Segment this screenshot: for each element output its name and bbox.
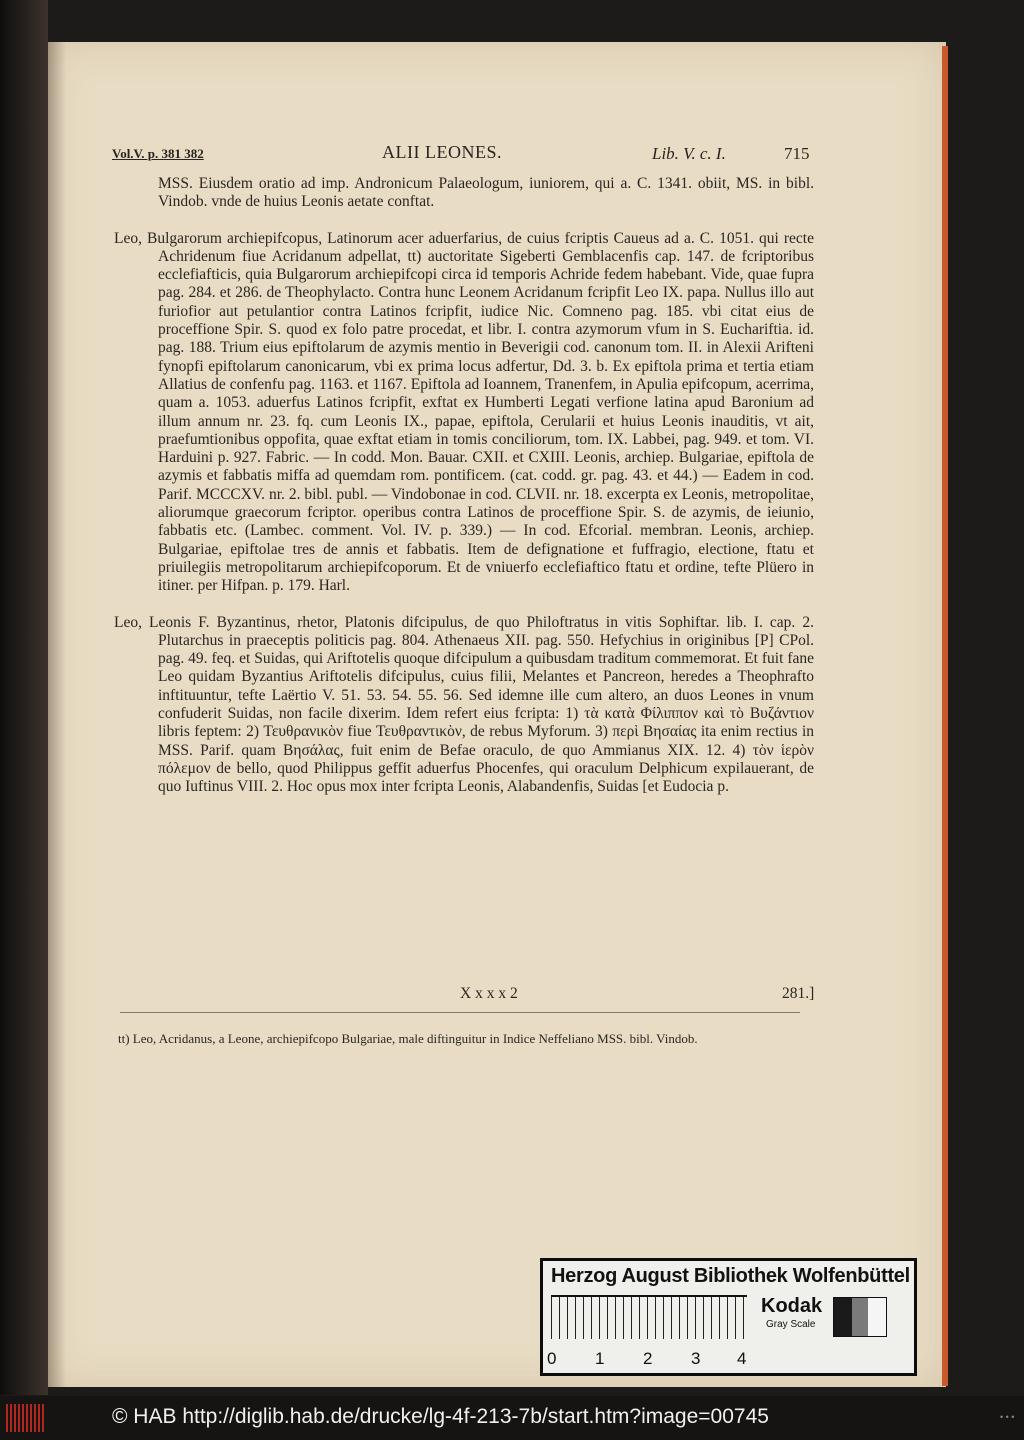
running-header [112,142,812,166]
viewer-footer [0,1396,1024,1440]
library-title: Herzog August Bibliothek Wolfenbüttel [551,1265,910,1287]
scale-number: 0 [547,1349,557,1368]
gray-scale-swatches [833,1297,887,1337]
kodak-subtitle: Gray Scale [766,1319,816,1330]
copyright-url[interactable]: © HAB http://diglib.hab.de/drucke/lg-4f-213-7b/start.htm?image=00745 [112,1405,769,1428]
scale-number: 3 [691,1349,701,1368]
page-edge [942,46,948,1386]
main-text [114,175,814,797]
signature-line [460,985,815,1003]
signature-mark: X x x x 2 [460,985,518,1002]
footnote-rule [120,1012,800,1013]
library-label [540,1258,917,1376]
footnote: tt) Leo, Acridanus, a Leone, archiepifcopo Bulgariae, male diftinguitur in Indice Neffeliano MSS. bibl. Vindob. [118,1031,698,1046]
footer-dots: • • • [1000,1412,1015,1422]
kodak-brand: Kodak [761,1295,823,1317]
barcode-icon [6,1404,44,1432]
scale-number: 4 [737,1349,747,1368]
entry-leo-bulgarorum: Leo, Bulgarorum archiepifcopus, Latinorum acer aduerfarius, de cuius fcriptis Caueus ad a. C. 1051. qui recte Achridenum fiue Acridanum adpellat, tt) auctoritate Sigeberti Gemblacenfis cap. 147. de fcriptoribus ecclefiafticis, quia Bulgarorum archiepifcopi circa id temporis Achride fedem habebant. Vide, quae fupra pag. 284. et 286. de Theophylacto. Contra hunc Leonem Acridanum fcripfit Leo IX. papa. Nullus illo aut furiofior aut petulantior contra Latinos fcripfit, iudice Nic. Comneno pag. 185. vbi citat eius de proceffione Spir. S. quod ex folo patre procedat, et libr. I. contra azymorum vfum in S. Euchariftia. id. pag. 188. Trium eius epiftolarum de azymis mentio in Beverigii cod. canonum tom. II. in Alexii Arifteni fynopfi epiftolarum canonicarum, vbi ex prima locus adfertur, Dd. 3. b. Ex epiftola prima et tertia etiam Allatius de confenfu pag. 1163. et 1167. Epiftola ad Ioannem, Tranenfem, in Apulia epifcopum, acerrima, quam a. 1053. aduerfus Latinos fcripfit, exftat ex Humberti Legati verfione latina apud Baronium ad illum annum nr. 23. fq. cum Leonis IX., papae, epiftola, Cerularii et huius Leonis inauditis, vt ait, praefumtionibus oppofita, quae exftat etiam in tomis conciliorum, tom. IX. Labbei, pag. 949. et tom. VI. Harduini p. 927. Fabric. — In codd. Mon. Bauar. CXII. et CXIII. Leonis, archiep. Bulgariae, epiftola de azymis et fabbatis miffa ad quemdam rom. pontificem. (cat. codd. gr. pag. 43. et 44.) — Eadem in cod. Parif. MCCCXV. nr. 2. bibl. publ. — Vindobonae in cod. CLVII. nr. 18. excerpta ex Leonis, metropolitae, aliorumque graecorum fcriptor. operibus contra Latinos de proceffione Spir. S. de azymis, de ieiunio, fabbatis etc. (Lambec. comment. Vol. IV. p. 339.) — In cod. Efcorial. membran. Leonis, archiep. Bulgariae, epiftolae tres de annis et fabbatis. Item de defignatione et fuffragio, electione, ftatu et priuilegiis metropolitarum archiepifcoporum. Et de vniuerfo ecclefiaftico ftatu et ordine, tefte Plüero in itiner. per Hifpan. p. 179. Harl. [114,229,814,595]
page-gutter-shadow [48,42,66,1387]
page-number: 715 [784,144,810,163]
paragraph-continuation: MSS. Eiusdem oratio ad imp. Andronicum Palaeologum, iuniorem, qui a. C. 1341. obiit, MS. in bibl. Vindob. vnde de huius Leonis aetate conftat. [158,175,814,211]
scan-background-left [0,0,48,1395]
header-volume-ref: Vol.V. p. 381 382 [112,146,204,161]
entry-leo-byzantinus: Leo, Leonis F. Byzantinus, rhetor, Platonis difcipulus, de quo Philoftratus in vitis Sophiftar. lib. I. cap. 2. Plutarchus in praeceptis politicis pag. 804. Athenaeus XII. pag. 550. Hefychius in originibus [P] CPol. pag. 49. feq. et Suidas, qui Ariftotelis quoque difcipulum a quibusdam traditum commemorat. Et fuit fane Leo quidam Byzantius Ariftotelis difcipulus, cuius filii, Melantes et Pancreon, heredes a Theophrafto inftituuntur, tefte Laërtio V. 51. 53. 54. 55. 56. Sed idemne ille cum altero, an duos Leones in vnum confuderit Suidas, non facile dixerim. Idem refert eius fcripta: 1) τὰ κατὰ Φίλιππον καὶ τὸ Βυζάντιον libris feptem: 2) Τευθρανικὸν fiue Τευθραντικὸν, de rebus Myforum. 3) περὶ Βησαίας ita enim rectius in MSS. Parif. quam Βησάλας, fuit enim de Befae oraculo, de quo Ammianus XIX. 12. 4) τὸν ἱερὸν πόλεμον de bello, quod Philippus geffit aduerfus Phocenfes, qui oraculum Delphicum expilauerant, de quo Iuftinus VIII. 2. Hoc opus mox inter fcripta Leonis, Alabandenfis, Suidas [et Eudocia p. [114,613,814,796]
catchword: 281.] [782,985,815,1002]
header-book-ref: Lib. V. c. I. [652,144,726,163]
header-title: ALII LEONES. [382,142,502,162]
scale-number: 2 [643,1349,653,1368]
scale-number: 1 [595,1349,605,1368]
ruler-scale [551,1295,747,1339]
